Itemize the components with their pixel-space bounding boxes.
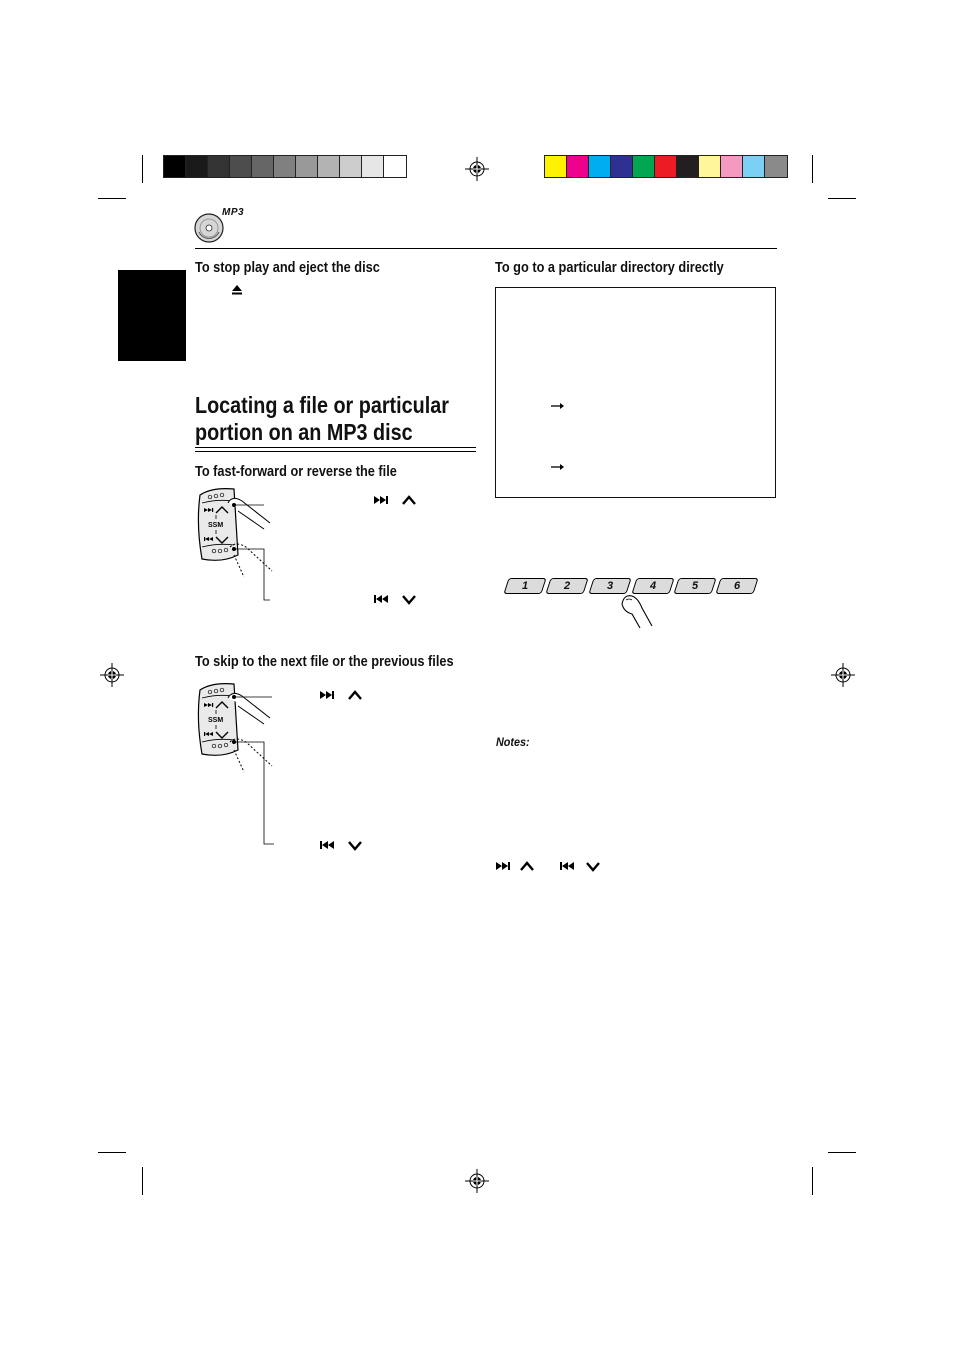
number-button-label: 4 [649, 580, 657, 592]
section-heading-directory: To go to a particular directory directly [495, 260, 724, 276]
notes-label: Notes: [496, 735, 530, 749]
calibration-swatch [611, 156, 633, 177]
calibration-swatch [230, 156, 252, 177]
title-double-rule [195, 451, 476, 452]
mp3-logo-text: MP3 [222, 207, 245, 218]
number-button-label: 2 [563, 580, 571, 592]
calibration-swatch [699, 156, 721, 177]
previous-track-icon [320, 841, 334, 849]
chevron-down-icon [403, 596, 415, 603]
calibration-swatch [765, 156, 787, 177]
registration-mark-icon [465, 157, 489, 181]
crop-mark [812, 1167, 813, 1195]
calibration-swatch [677, 156, 699, 177]
chevron-down-icon [349, 842, 361, 849]
calibration-swatch [384, 156, 406, 177]
calibration-swatch [655, 156, 677, 177]
finger-pressing-icon [618, 590, 658, 630]
previous-track-icon [560, 862, 574, 870]
calibration-swatch [164, 156, 186, 177]
number-button-label: 5 [691, 580, 699, 592]
chevron-up-icon [349, 692, 361, 699]
grayscale-calibration-strip [163, 155, 407, 178]
page-title-line-1: Locating a file or particular [195, 392, 449, 418]
next-track-up-symbol [374, 494, 420, 509]
number-button-1[interactable] [503, 578, 546, 594]
number-button-2[interactable] [545, 578, 588, 594]
crop-mark [828, 198, 856, 199]
next-track-icon [496, 862, 510, 870]
previous-track-down-symbol [320, 839, 366, 854]
calibration-swatch [545, 156, 567, 177]
mp3-disc-icon [193, 212, 225, 244]
registration-mark-icon [831, 663, 855, 687]
next-up-inline-symbol [496, 860, 542, 875]
directory-info-box [495, 287, 776, 498]
header-rule [195, 248, 777, 249]
crop-mark [812, 155, 813, 183]
calibration-swatch [633, 156, 655, 177]
language-tab [118, 270, 186, 361]
chevron-up-icon [521, 863, 533, 870]
right-arrow-icon [551, 402, 565, 410]
next-track-icon [320, 691, 334, 699]
crop-mark [142, 1167, 143, 1195]
calibration-swatch [721, 156, 743, 177]
crop-mark [828, 1152, 856, 1153]
calibration-swatch [274, 156, 296, 177]
calibration-swatch [589, 156, 611, 177]
chevron-down-icon [587, 863, 599, 870]
right-arrow-icon [551, 463, 565, 471]
chevron-up-icon [403, 497, 415, 504]
crop-mark [98, 198, 126, 199]
next-track-icon [374, 496, 388, 504]
crop-mark [98, 1152, 126, 1153]
control-panel-illustration [192, 680, 282, 850]
control-panel-illustration [192, 485, 282, 605]
page-title [195, 392, 449, 446]
calibration-swatch [208, 156, 230, 177]
calibration-swatch [296, 156, 318, 177]
calibration-swatch [743, 156, 765, 177]
ssm-label: SSM [208, 522, 224, 529]
section-heading-fast-forward: To fast-forward or reverse the file [195, 464, 397, 480]
eject-icon [231, 285, 243, 295]
section-heading-skip: To skip to the next file or the previous files [195, 654, 454, 670]
number-button-label: 6 [733, 580, 741, 592]
calibration-swatch [318, 156, 340, 177]
ssm-label: SSM [208, 717, 224, 724]
next-track-up-symbol [320, 689, 366, 704]
title-double-rule [195, 447, 476, 448]
number-button-5[interactable] [673, 578, 716, 594]
number-button-6[interactable] [715, 578, 758, 594]
section-heading-stop-eject: To stop play and eject the disc [195, 260, 380, 276]
prev-down-inline-symbol [560, 860, 606, 875]
calibration-swatch [186, 156, 208, 177]
number-button-label: 3 [606, 580, 614, 592]
calibration-swatch [362, 156, 384, 177]
crop-mark [142, 155, 143, 183]
calibration-swatch [567, 156, 589, 177]
page-title-line-2: portion on an MP3 disc [195, 419, 413, 445]
calibration-swatch [252, 156, 274, 177]
number-button-label: 1 [521, 580, 529, 592]
registration-mark-icon [465, 1169, 489, 1193]
calibration-swatch [340, 156, 362, 177]
previous-track-icon [374, 595, 388, 603]
color-calibration-strip [544, 155, 788, 178]
registration-mark-icon [100, 663, 124, 687]
previous-track-down-symbol [374, 593, 420, 608]
